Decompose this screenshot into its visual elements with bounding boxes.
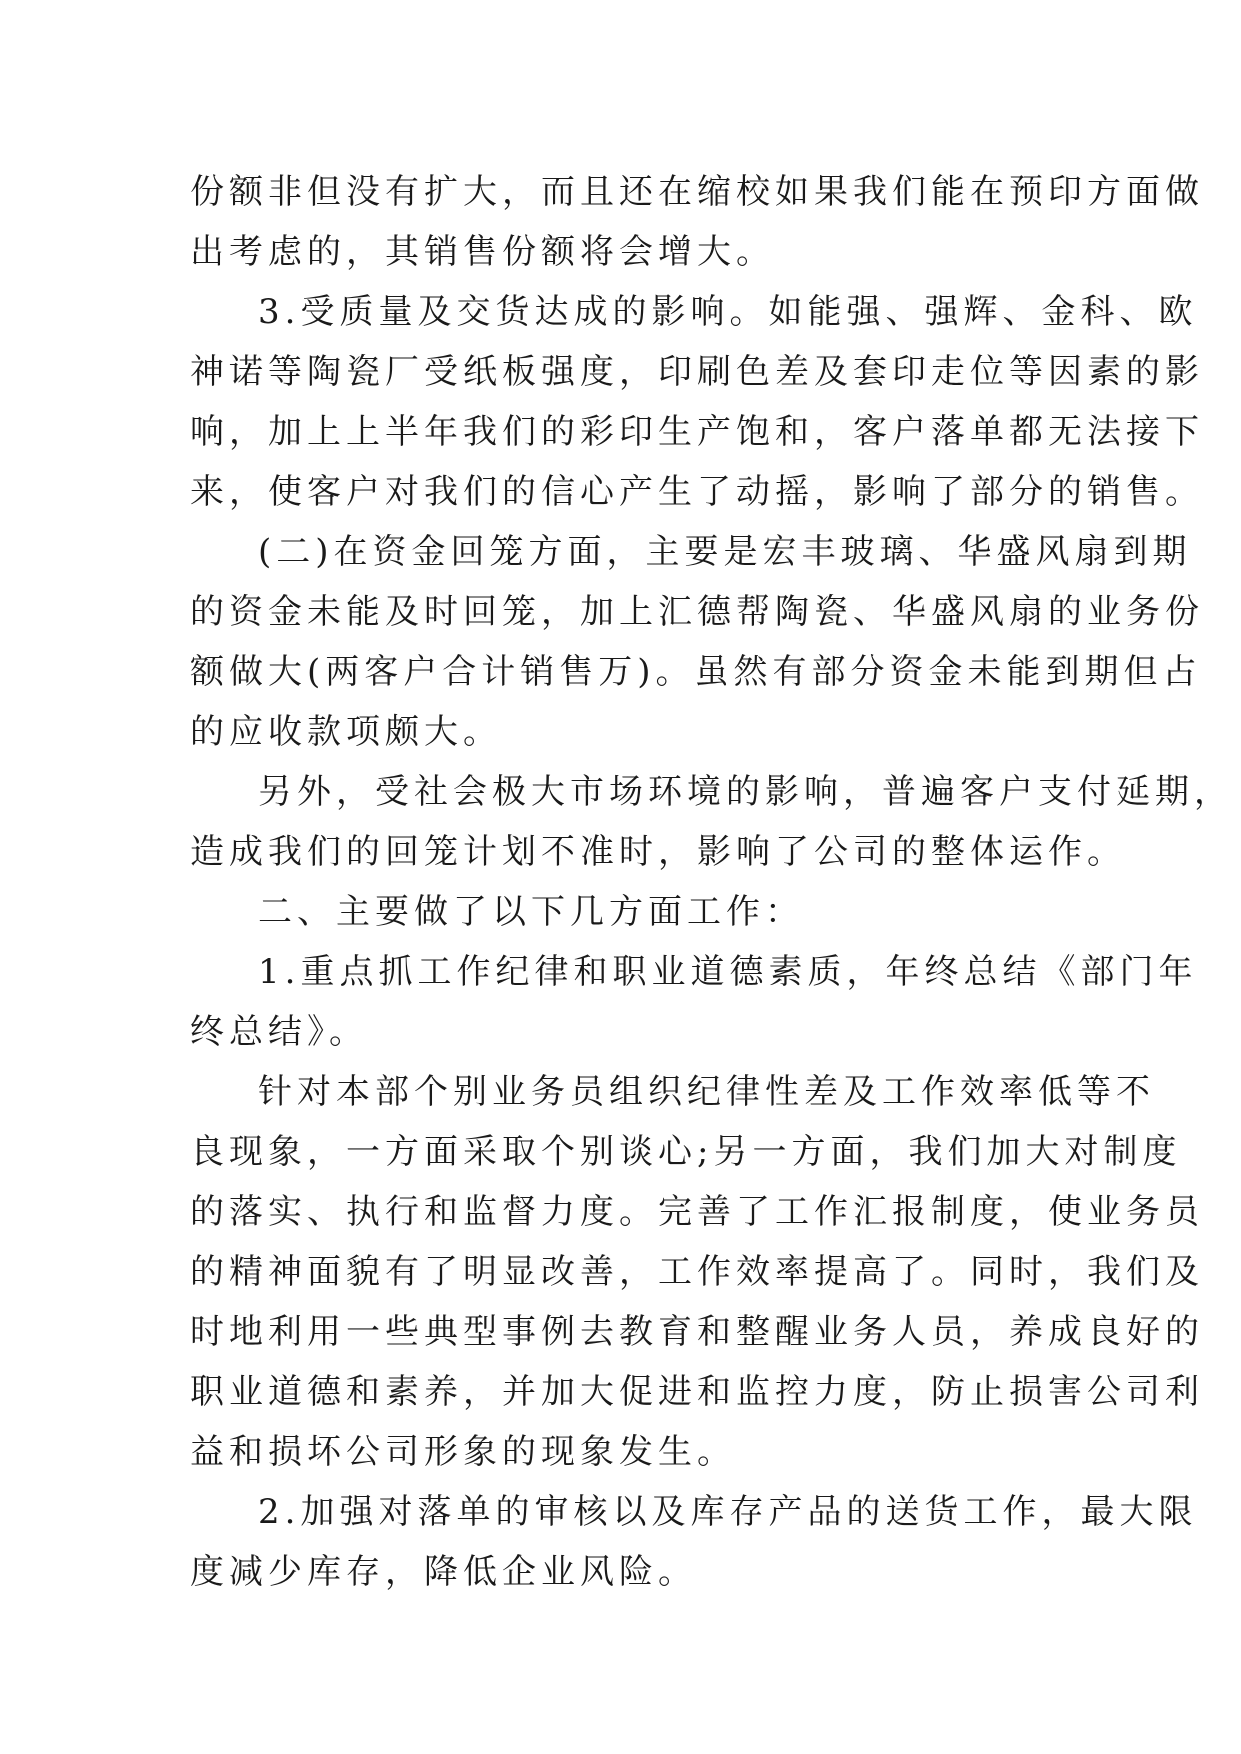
text-line: 响，加上上半年我们的彩印生产饱和，客户落单都无法接下 [190, 412, 1204, 452]
text-line: 时地利用一些典型事例去教育和整醒业务人员，养成良好的 [190, 1312, 1204, 1352]
text-line: 2.加强对落单的审核以及库存产品的送货工作，最大限 [258, 1492, 1198, 1532]
text-line: 3.受质量及交货达成的影响。如能强、强辉、金科、欧 [258, 292, 1198, 332]
text-line: 份额非但没有扩大，而且还在缩校如果我们能在预印方面做 [190, 172, 1204, 212]
text-line: 神诺等陶瓷厂受纸板强度，印刷色差及套印走位等因素的影 [190, 352, 1204, 392]
text-line: 1.重点抓工作纪律和职业道德素质，年终总结《部门年 [258, 952, 1198, 992]
text-line: 额做大(两客户合计销售万)。虽然有部分资金未能到期但占 [190, 652, 1202, 692]
text-line: 良现象，一方面采取个别谈心;另一方面，我们加大对制度 [190, 1132, 1182, 1172]
text-line: (二)在资金回笼方面，主要是宏丰玻璃、华盛风扇到期 [258, 532, 1192, 572]
text-line: 来，使客户对我们的信心产生了动摇，影响了部分的销售。 [190, 472, 1204, 512]
text-line: 的落实、执行和监督力度。完善了工作汇报制度，使业务员 [190, 1192, 1204, 1232]
section-heading: 二、主要做了以下几方面工作： [258, 892, 804, 932]
text-line: 的资金未能及时回笼，加上汇德帮陶瓷、华盛风扇的业务份 [190, 592, 1204, 632]
text-line: 的应收款项颇大。 [190, 712, 502, 752]
text-line: 职业道德和素养，并加大促进和监控力度，防止损害公司利 [190, 1372, 1204, 1412]
text-line: 度减少库存，降低企业风险。 [190, 1552, 697, 1592]
text-line: 另外，受社会极大市场环境的影响，普遍客户支付延期， [258, 772, 1233, 812]
text-line: 出考虑的，其销售份额将会增大。 [190, 232, 775, 272]
text-line: 终总结》。 [190, 1012, 368, 1052]
text-line: 益和损坏公司形象的现象发生。 [190, 1432, 736, 1472]
text-line: 的精神面貌有了明显改善，工作效率提高了。同时，我们及 [190, 1252, 1204, 1292]
body-text [190, 162, 1233, 1602]
text-line: 针对本部个别业务员组织纪律性差及工作效率低等不 [258, 1072, 1155, 1112]
text-line: 造成我们的回笼计划不准时，影响了公司的整体运作。 [190, 832, 1126, 872]
